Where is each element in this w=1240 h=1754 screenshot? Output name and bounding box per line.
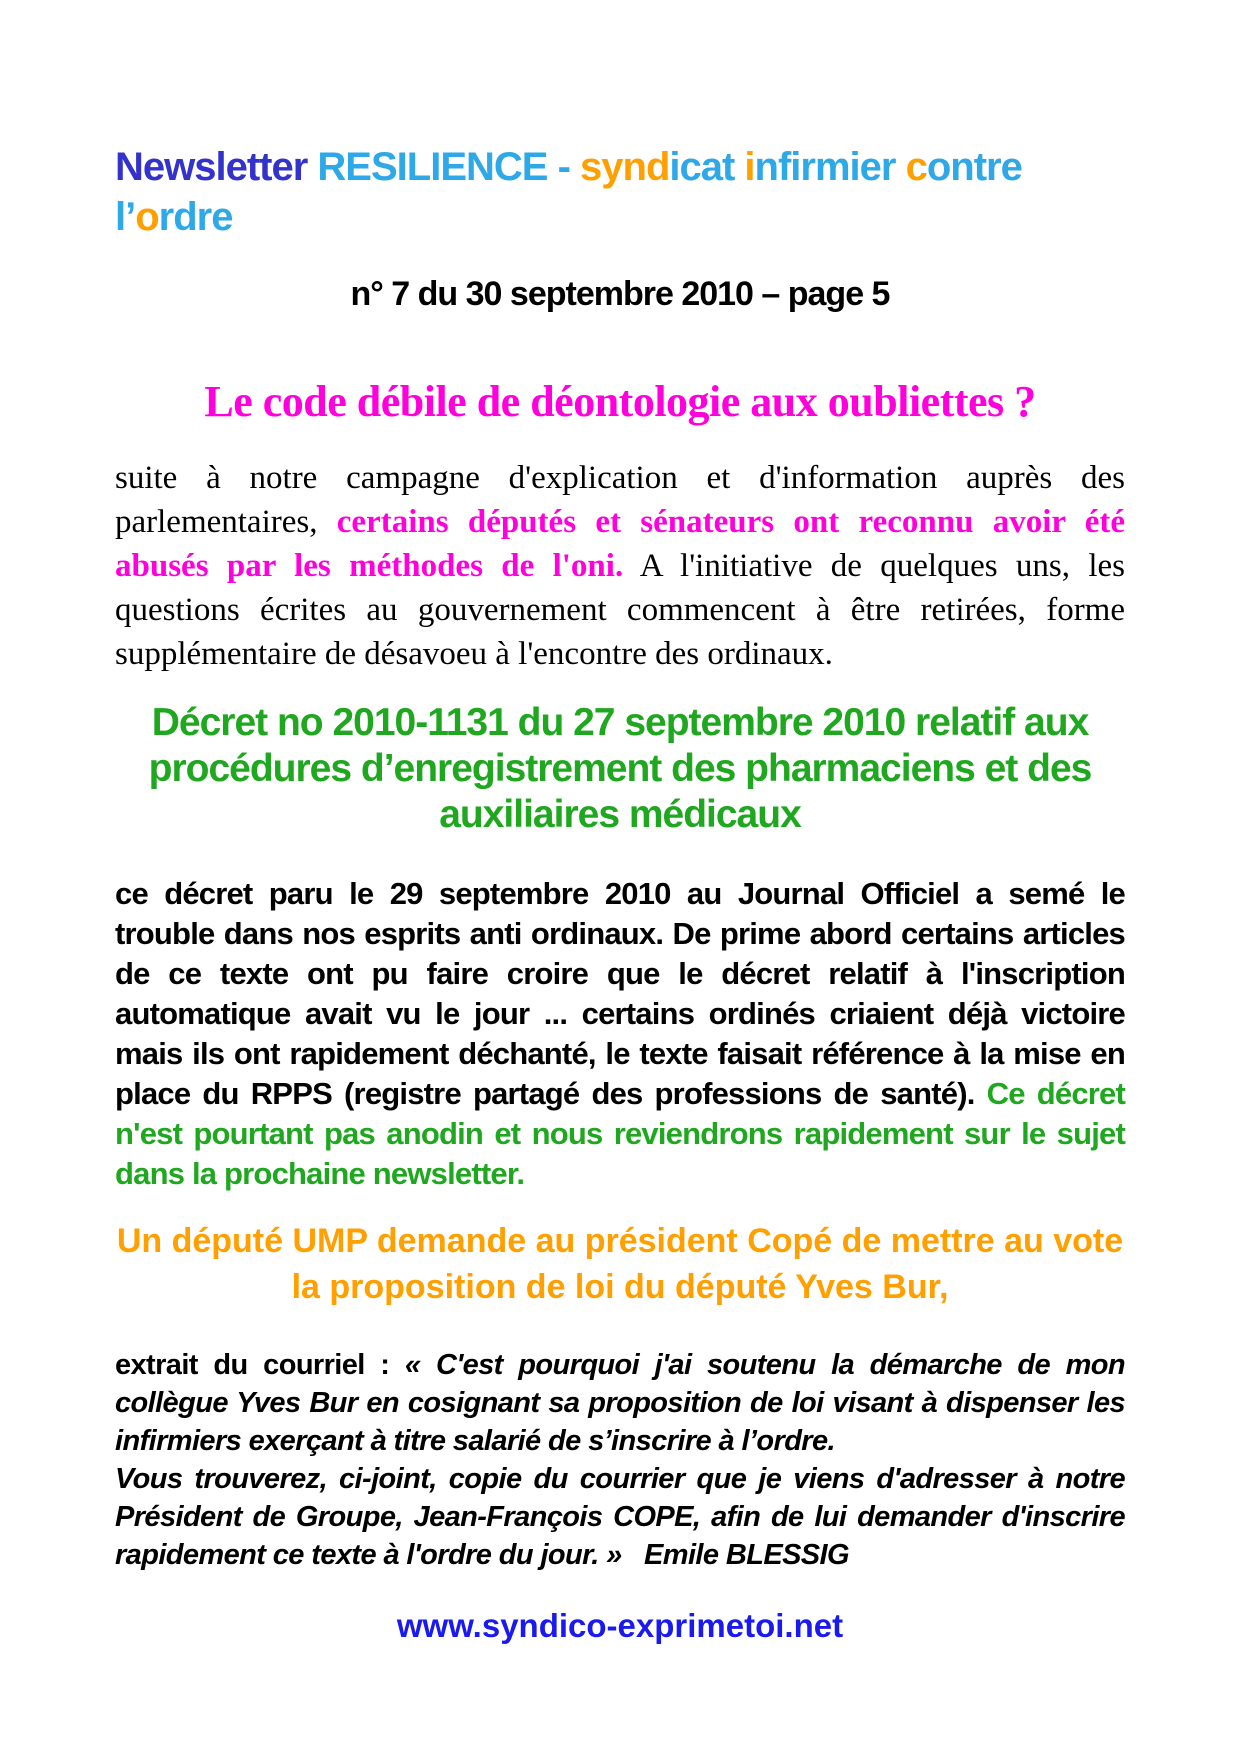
extract-quote: Vous trouverez, ci-joint, copie du courrier que je viens d'adresser à notre Président de Groupe, Jean-François COPE, afin de lui demander d'inscrire rapidement ce texte à l'ordre du jour. » Emile BLESSIG — [115, 1463, 1133, 1571]
decree-paragraph — [115, 874, 1133, 1194]
decree-green-note: Ce décret n'est pourtant pas anodin et nous reviendrons rapidement sur le sujet dans la prochaine newsletter. — [115, 1076, 1133, 1191]
intro-text: suite à notre campagne d'explication et d'information auprès des parlementaires, — [115, 460, 1134, 540]
ump-heading: Un député UMP demande au président Copé de mettre au vote la proposition de loi du député Yves Bur, — [116, 1222, 1124, 1306]
decree-heading: Décret no 2010-1131 du 27 septembre 2010 relatif aux procédures d’enregistrement des pharmaciens et des auxiliaires médicaux — [148, 701, 1092, 836]
masthead-segment: - — [557, 145, 581, 189]
newsletter-page — [115, 0, 1134, 1644]
masthead-segment: i — [744, 145, 755, 189]
intro-paragraph — [115, 456, 1134, 676]
intro-text: A l'initiative de quelques uns, les questions écrites au gouvernement commencent à être retirées, forme supplémentaire de désavoeu à l'encontre des ordinaux. — [115, 548, 1134, 672]
intro-highlight: certains députés et sénateurs ont reconnu avoir été abusés par les méthodes de l'oni. — [115, 504, 1134, 584]
footer — [115, 1608, 1125, 1644]
decree-text: ce décret paru le 29 septembre 2010 au Journal Officiel a semé le trouble dans nos esprits anti ordinaux. De prime abord certains articles de ce texte ont pu faire croire que le décret relatif à l'inscription automatique avait vu le jour ... certains ordinés criaient déjà victoire mais ils ont rapidement déchanté, le texte faisait référence à la mise en place du RPPS (registre partagé des professions de santé). — [115, 876, 1133, 1111]
email-extract — [115, 1346, 1133, 1574]
masthead-segment: l’ — [115, 195, 136, 239]
masthead-segment: Newsletter — [115, 145, 318, 189]
masthead-segment: ontre — [926, 145, 1032, 189]
masthead-segment: nfirmier — [754, 145, 906, 189]
masthead-segment: o — [135, 195, 159, 239]
extract-quote: « C'est pourquoi j'ai soutenu la démarche de mon collègue Yves Bur en cosignant sa proposition de loi visant à dispenser les infirmiers exerçant à titre salarié de s’inscrire à l’ordre. — [115, 1349, 1133, 1457]
website-link[interactable]: www.syndico-exprimetoi.net — [396, 1607, 844, 1644]
masthead-segment: synd — [580, 145, 670, 189]
article-title: Le code débile de déontologie aux oubliettes ? — [204, 377, 1036, 426]
issue-subtitle: n° 7 du 30 septembre 2010 – page 5 — [350, 275, 890, 313]
extract-lead: extrait du courriel : — [115, 1349, 405, 1381]
masthead-segment: RESILIENCE — [317, 145, 558, 189]
masthead-segment: icat — [669, 145, 745, 189]
masthead-segment: rdre — [158, 195, 233, 239]
masthead-segment: c — [905, 145, 927, 189]
newsletter-masthead — [115, 142, 1125, 242]
